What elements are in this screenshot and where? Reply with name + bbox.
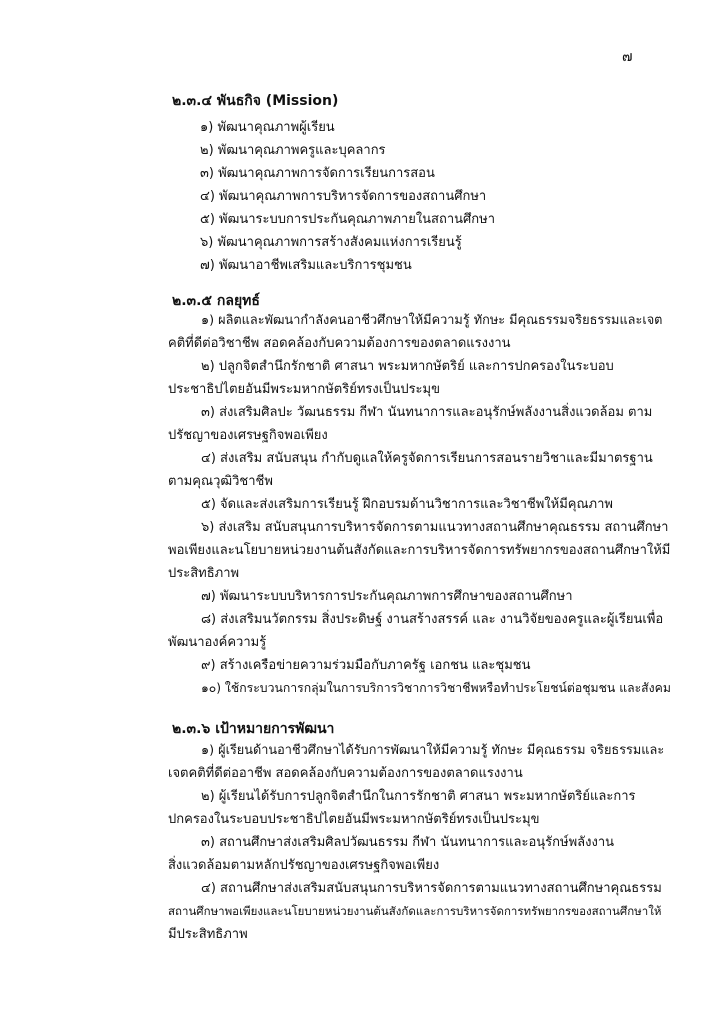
paragraph-line: ๑๐) ใช้กระบวนการกลุ่มในการบริการวิชาการวิชาชีพหรือทำประโยชน์ต่อชุมชน และสังคม [201,681,671,695]
strategy-heading: ๒.๓.๕ กลยุทธ์ [172,293,260,309]
paragraph-line: ๔) สถานศึกษาส่งเสริมสนับสนุนการบริหารจัดการตามแนวทางสถานศึกษาคุณธรรม [201,881,662,896]
paragraph-line: ปกครองในระบอบประชาธิปไตยอันมีพระมหากษัตริย์ทรงเป็นประมุข [168,812,540,827]
mission-heading: ๒.๓.๔ พันธกิจ (Mission) [172,93,339,109]
strategy-item [168,447,670,493]
paragraph-line: ประชาธิปไตยอันมีพระมหากษัตริย์ทรงเป็นประมุข [168,382,440,397]
goal-item [168,831,670,877]
mission-item: ๔) พัฒนาคุณภาพการบริหารจัดการของสถานศึกษา [200,189,487,204]
page-number: ๗ [622,49,633,65]
strategy-item [168,516,670,585]
goals-heading: ๒.๓.๖ เป้าหมายการพัฒนา [172,721,335,737]
goal-item [168,739,670,785]
goal-item [168,877,670,946]
paragraph-line: พอเพียงและนโยบายหน่วยงานต้นสังกัดและการบริหารจัดการทรัพยากรของสถานศึกษาให้มี [168,543,671,558]
paragraph-line: มีประสิทธิภาพ [168,927,248,942]
strategy-item [168,654,670,677]
paragraph-line: ๘) ส่งเสริมนวัตกรรม สิ่งประดิษฐ์ งานสร้างสรรค์ และ งานวิจัยของครูและผู้เรียนเพื่อ [201,612,664,627]
paragraph-line: เจตคติที่ดีต่ออาชีพ สอดคล้องกับความต้องการของตลาดแรงงาน [168,766,523,781]
paragraph-line: สถานศึกษาพอเพียงและนโยบายหน่วยงานต้นสังกัดและการบริหารจัดการทรัพยากรของสถานศึกษาให้ [168,904,662,918]
strategy-item [168,309,670,355]
paragraph-line: พัฒนาองค์ความรู้ [168,635,267,650]
paragraph-line: ๓) ส่งเสริมศิลปะ วัฒนธรรม กีฬา นันทนาการและอนุรักษ์พลังงานสิ่งแวดล้อม ตาม [201,405,653,420]
strategy-item [168,401,670,447]
mission-item: ๗) พัฒนาอาชีพเสริมและบริการชุมชน [200,258,412,273]
paragraph-line: ๙) สร้างเครือข่ายความร่วมมือกับภาครัฐ เอกชน และชุมชน [201,658,531,673]
mission-item: ๖) พัฒนาคุณภาพการสร้างสังคมแห่งการเรียนรู้ [200,235,462,250]
paragraph-line: ปรัชญาของเศรษฐกิจพอเพียง [168,428,328,443]
paragraph-line: สิ่งแวดล้อมตามหลักปรัชญาของเศรษฐกิจพอเพียง [168,858,440,873]
mission-item: ๓) พัฒนาคุณภาพการจัดการเรียนการสอน [200,166,435,181]
mission-item: ๑) พัฒนาคุณภาพผู้เรียน [200,120,335,135]
strategy-item [168,608,670,654]
mission-item: ๒) พัฒนาคุณภาพครูและบุคลากร [200,143,386,158]
strategy-item [168,493,670,516]
strategy-item [168,355,670,401]
paragraph-line: ๒) ปลูกจิตสำนึกรักชาติ ศาสนา พระมหากษัตริย์ และการปกครองในระบอบ [201,359,614,374]
paragraph-line: ๑) ผลิตและพัฒนากำลังคนอาชีวศึกษาให้มีความรู้ ทักษะ มีคุณธรรมจริยธรรมและเจต [201,313,663,328]
strategy-item [168,677,670,700]
strategy-item [168,585,670,608]
paragraph-line: ๕) จัดและส่งเสริมการเรียนรู้ ฝึกอบรมด้านวิชาการและวิชาชีพให้มีคุณภาพ [201,497,613,512]
goal-item [168,785,670,831]
paragraph-line: ตามคุณวุฒิวิชาชีพ [168,474,273,489]
paragraph-line: ๑) ผู้เรียนด้านอาชีวศึกษาได้รับการพัฒนาให้มีความรู้ ทักษะ มีคุณธรรม จริยธรรมและ [201,743,665,758]
paragraph-line: ๔) ส่งเสริม สนับสนุน กำกับดูแลให้ครูจัดการเรียนการสอนรายวิชาและมีมาตรฐาน [201,451,653,466]
paragraph-line: ประสิทธิภาพ [168,566,240,581]
paragraph-line: ๖) ส่งเสริม สนับสนุนการบริหารจัดการตามแนวทางสถานศึกษาคุณธรรม สถานศึกษา [201,520,669,535]
paragraph-line: ๒) ผู้เรียนได้รับการปลูกจิตสำนึกในการรักชาติ ศาสนา พระมหากษัตริย์และการ [201,789,636,804]
paragraph-line: ๗) พัฒนาระบบบริหารการประกันคุณภาพการศึกษาของสถานศึกษา [201,589,573,604]
paragraph-line: คติที่ดีต่อวิชาชีพ สอดคล้องกับความต้องการของตลาดแรงงาน [168,336,511,351]
paragraph-line: ๓) สถานศึกษาส่งเสริมศิลปวัฒนธรรม กีฬา นันทนาการและอนุรักษ์พลังงาน [201,835,615,850]
mission-item: ๕) พัฒนาระบบการประกันคุณภาพภายในสถานศึกษา [200,212,496,227]
